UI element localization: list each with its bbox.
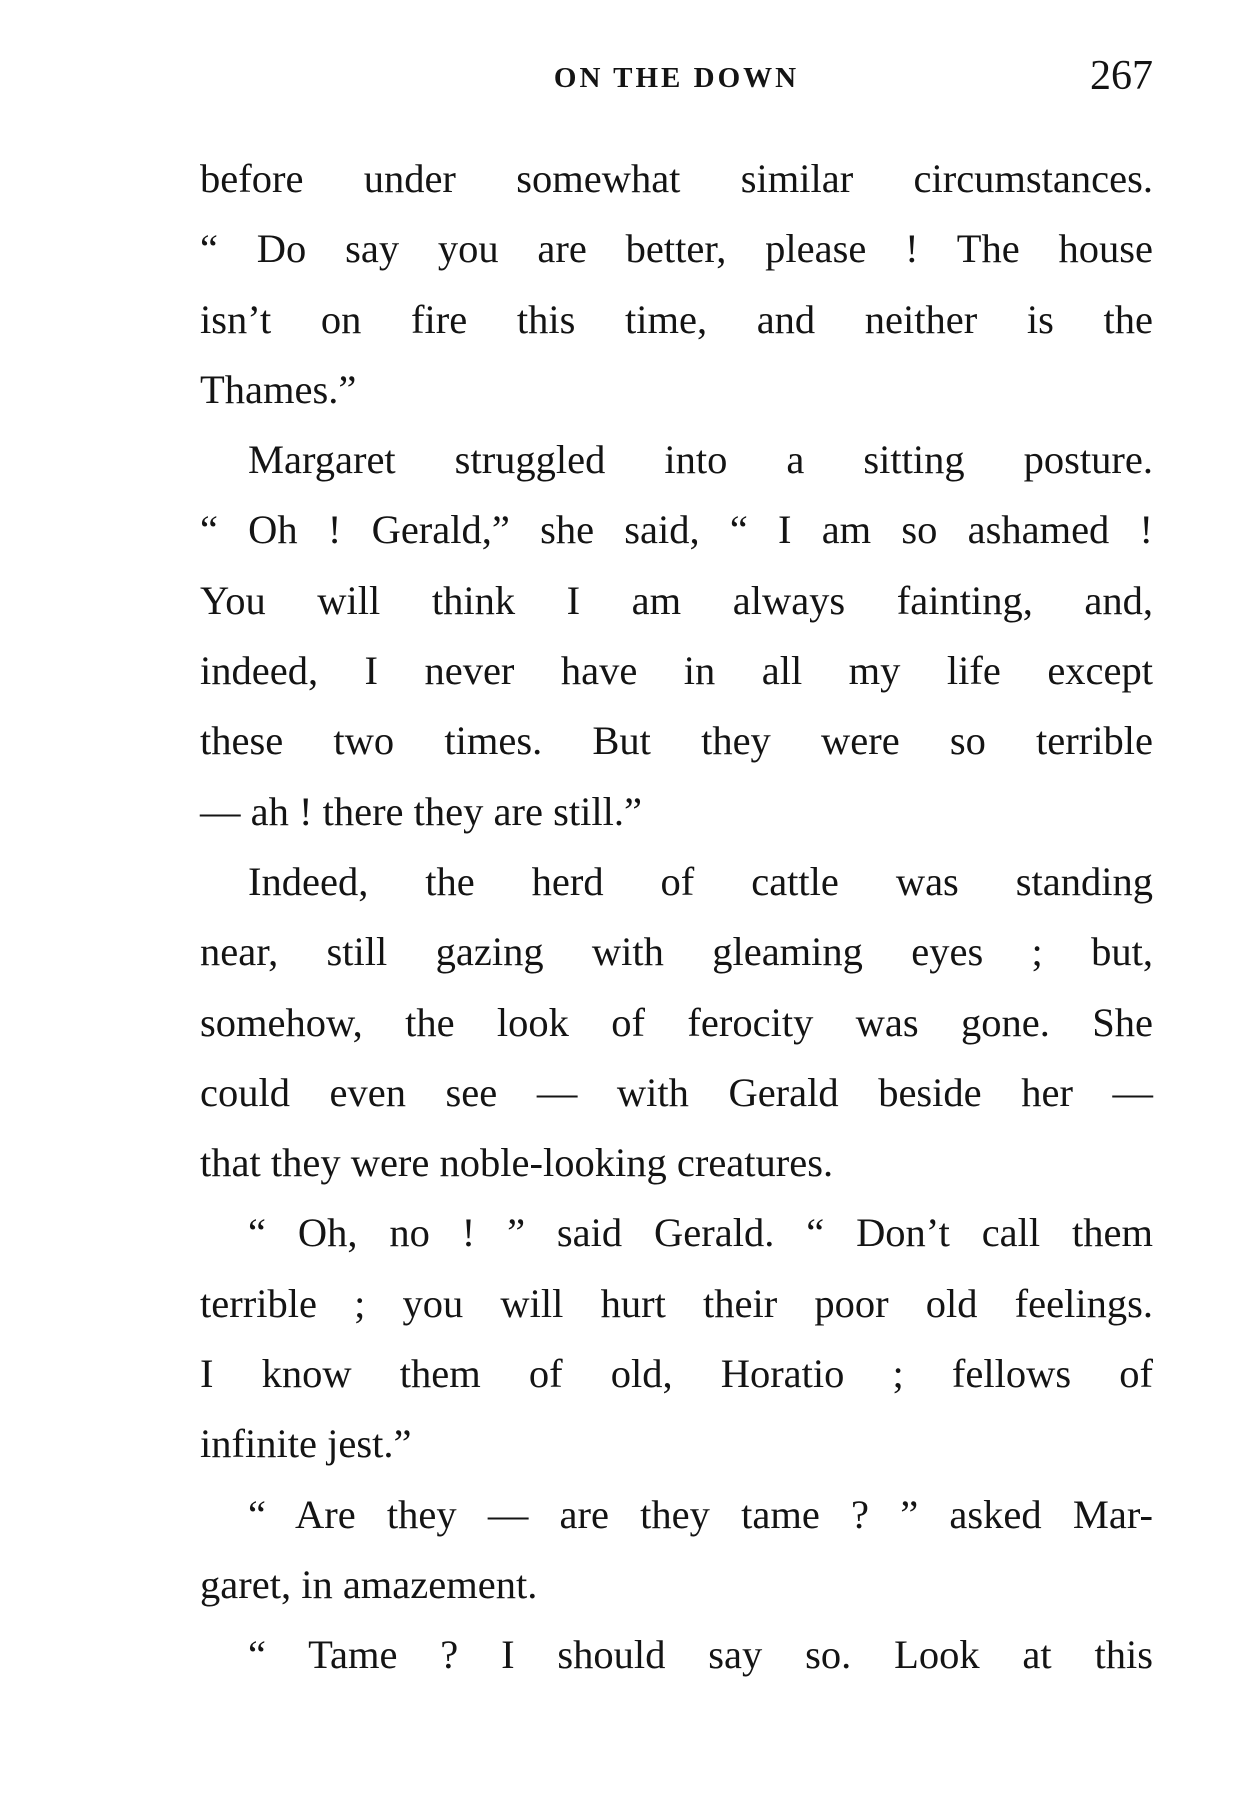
text-line: before under somewhat similar circumstances. <box>200 156 1153 201</box>
text-line: Indeed, the herd of cattle was standing <box>248 858 1153 904</box>
text-line: garet, in amazement. <box>200 1561 538 1607</box>
text-line: infinite jest.” <box>200 1421 412 1467</box>
text-line: Margaret struggled into a sitting posture. <box>248 437 1153 483</box>
text-line: “ Oh ! Gerald,” she said, “ I am so ashamed ! <box>200 507 1153 553</box>
text-line: You will think I am always fainting, and, <box>200 577 1153 623</box>
text-line: Thames.” <box>200 366 357 412</box>
text-line: I know them of old, Horatio ; fellows of <box>200 1351 1153 1397</box>
text-line: indeed, I never have in all my life except <box>200 648 1153 694</box>
text-line: that they were noble-looking creatures. <box>200 1140 834 1186</box>
text-line: somehow, the look of ferocity was gone. She <box>200 999 1153 1045</box>
text-line: could even see — with Gerald beside her — <box>200 1069 1153 1115</box>
text-line: near, still gazing with gleaming eyes ; but, <box>200 929 1153 975</box>
text-line: isn’t on fire this time, and neither is the <box>200 296 1153 342</box>
text-line: “ Oh, no ! ” said Gerald. “ Don’t call them <box>248 1210 1153 1256</box>
body-text <box>200 144 1153 1691</box>
text-line: terrible ; you will hurt their poor old feelings. <box>200 1280 1153 1326</box>
text-line: — ah ! there they are still.” <box>200 788 642 834</box>
running-title: ON THE DOWN <box>553 62 800 94</box>
page-number: 267 <box>1090 53 1153 99</box>
running-head <box>200 53 1153 106</box>
text-line: “ Tame ? I should say so. Look at this <box>248 1632 1153 1678</box>
text-line: these two times. But they were so terrible <box>200 718 1153 764</box>
text-line: “ Are they — are they tame ? ” asked Mar- <box>248 1491 1153 1537</box>
text-line: “ Do say you are better, please ! The house <box>200 226 1153 272</box>
